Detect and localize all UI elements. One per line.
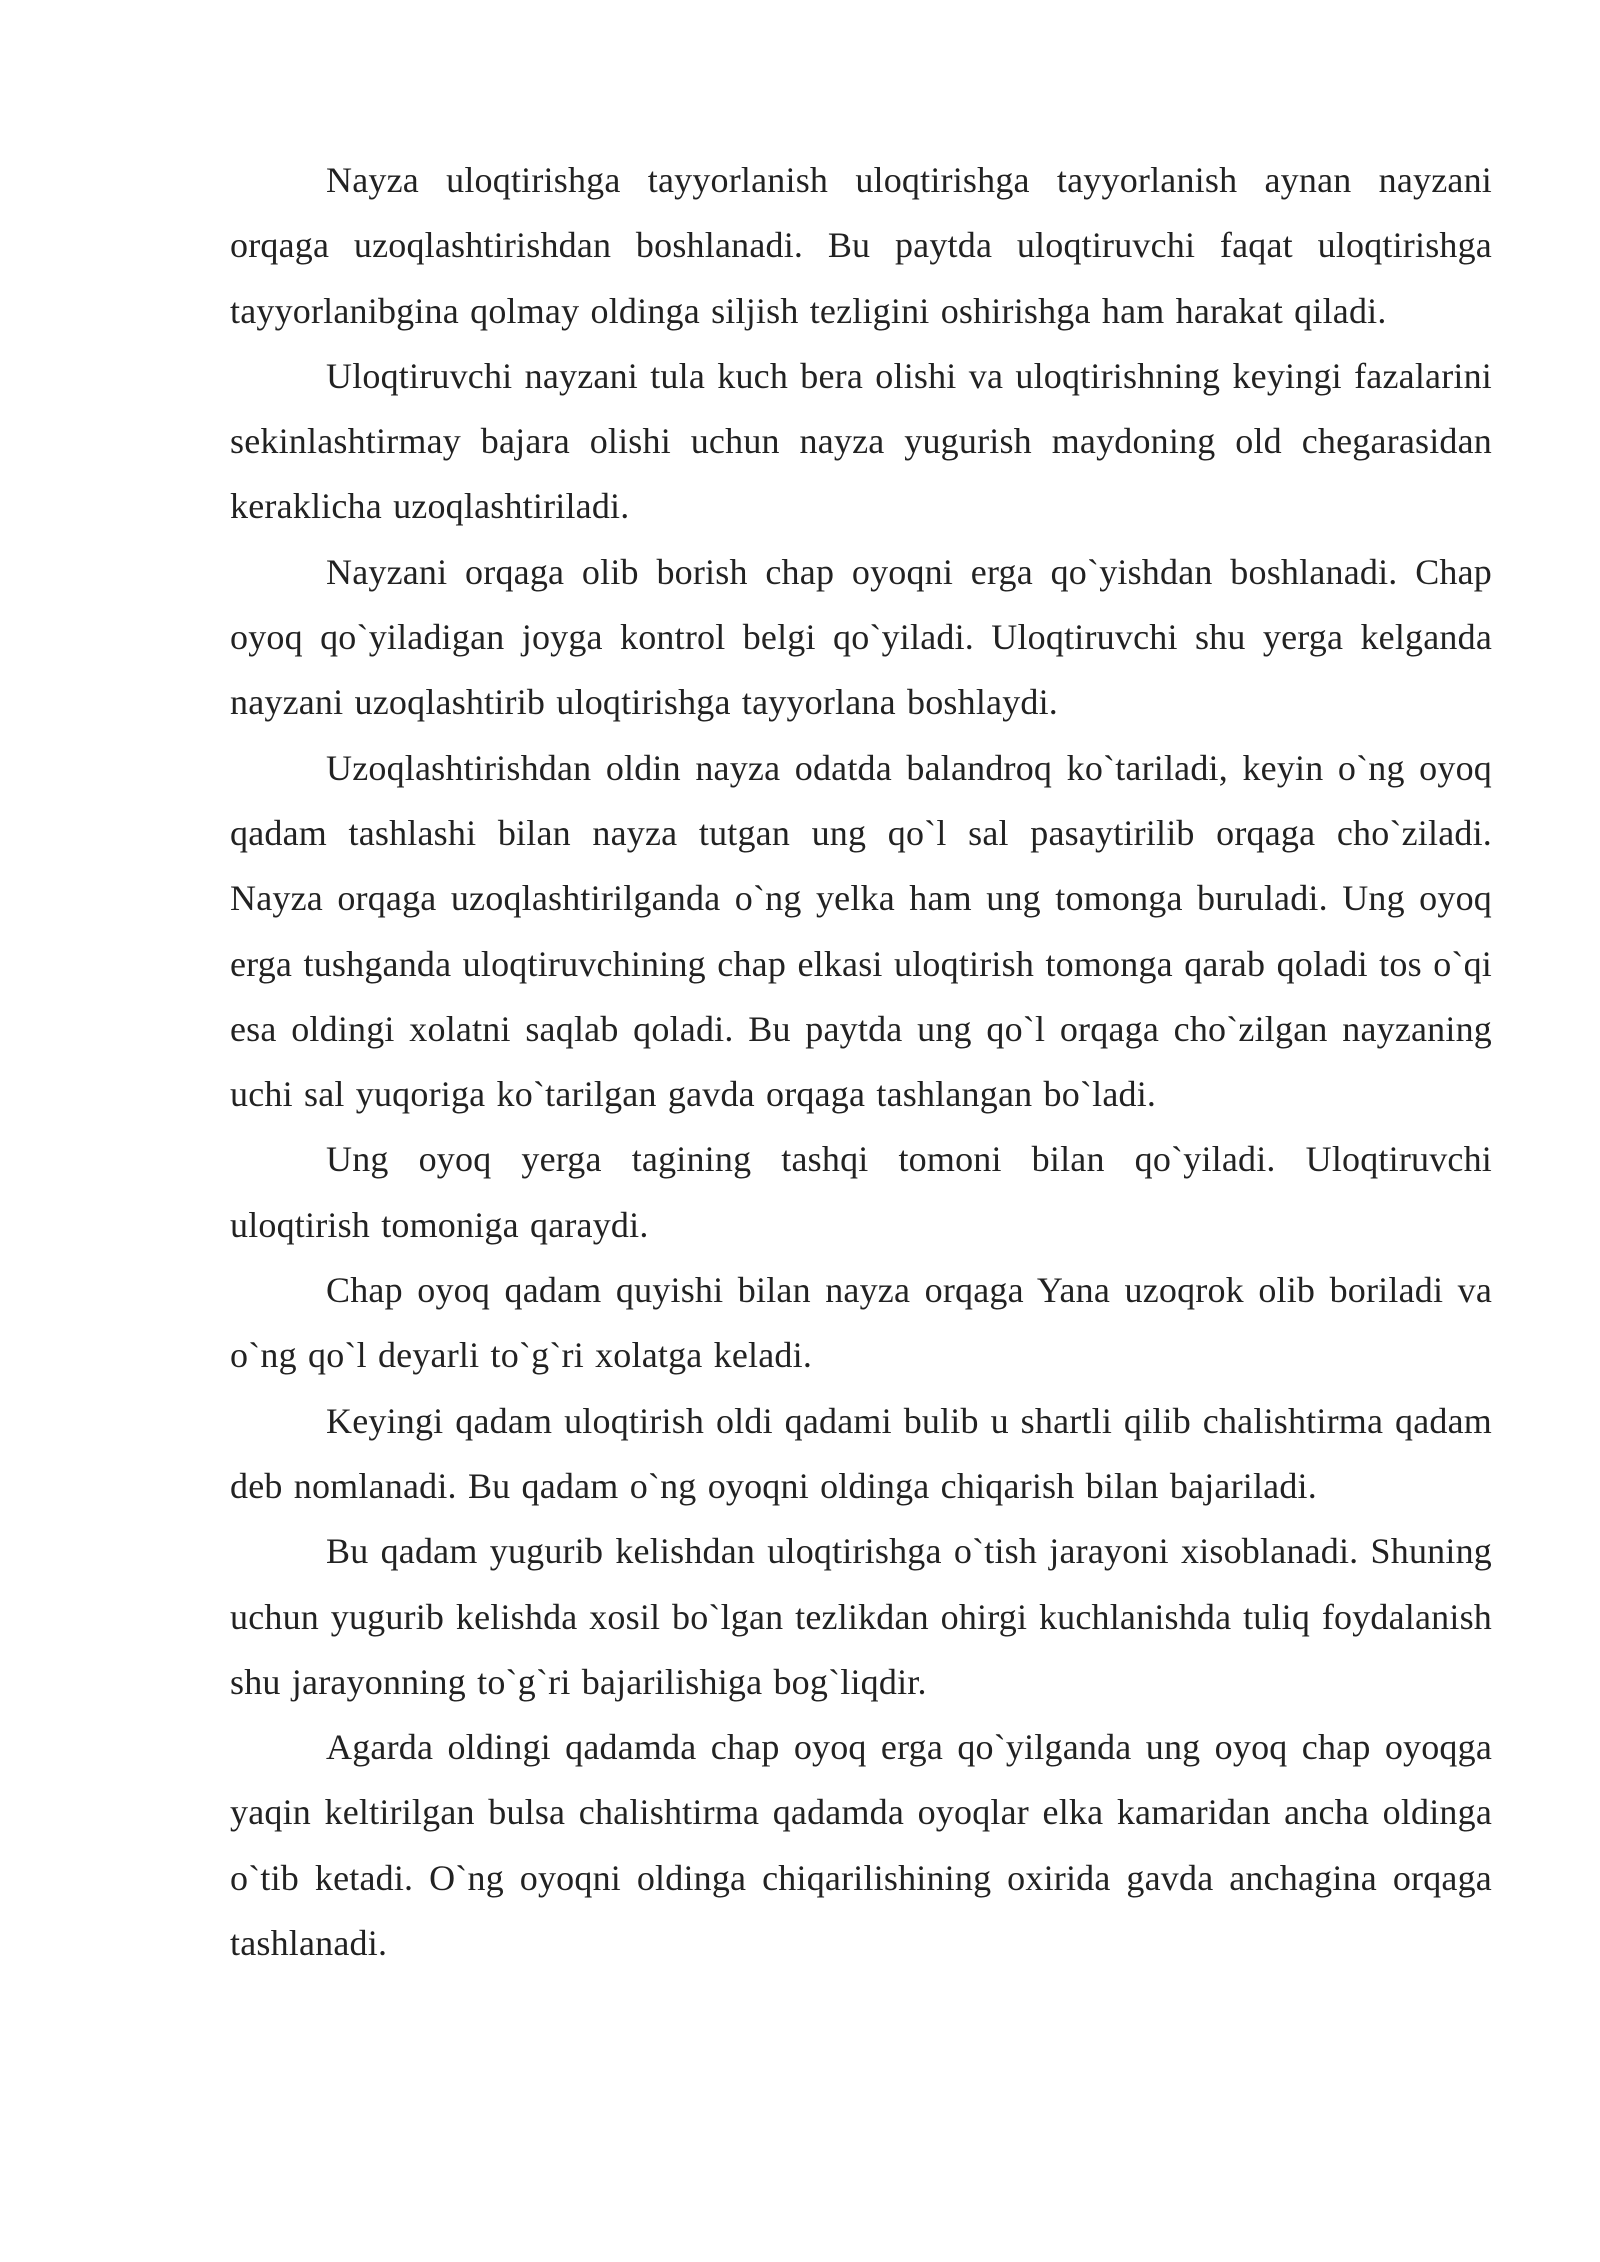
paragraph-6: Chap oyoq qadam quyishi bilan nayza orqaga Yana uzoqrok olib boriladi va o`ng qo`l deyarli to`g`ri xolatga keladi.	[230, 1270, 1492, 1376]
paragraph-2: Uloqtiruvchi nayzani tula kuch bera olishi va uloqtirishning keyingi fazalarini sekinlashtirmay bajara olishi uchun nayza yugurish maydoning old chegarasidan keraklicha uzoqlashtiriladi.	[230, 355, 1492, 527]
paragraph-3: Nayzani orqaga olib borish chap oyoqni erga qo`yishdan boshlanadi. Chap oyoq qo`yiladigan joyga kontrol belgi qo`yiladi. Uloqtiruvchi shu yerga kelganda nayzani uzoqlashtirib uloqtirishga tayyorlana boshlaydi.	[230, 551, 1492, 723]
paragraph-1: Nayza uloqtirishga tayyorlanish uloqtirishga tayyorlanish aynan nayzani orqaga uzoqlashtirishdan boshlanadi. Bu paytda uloqtiruvchi faqat uloqtirishga tayyorlanibgina qolmay oldinga siljish tezligini oshirishga ham harakat qiladi.	[230, 160, 1492, 331]
paragraph-8: Bu qadam yugurib kelishdan uloqtirishga o`tish jarayoni xisoblanadi. Shuning uchun yugurib kelishda xosil bo`lgan tezlikdan ohirgi kuchlanishda tuliq foydalanish shu jarayonning to`g`ri bajarilishiga bog`liqdir.	[230, 1531, 1492, 1702]
paragraph-9: Agarda oldingi qadamda chap oyoq erga qo`yilganda ung oyoq chap oyoqga yaqin keltirilgan bulsa chalishtirma qadamda oyoqlar elka kamaridan ancha oldinga o`tib ketadi. O`ng oyoqni oldinga chiqarilishining oxirida gavda anchagina orqaga tashlanadi.	[230, 1727, 1492, 1964]
paragraph-7: Keyingi qadam uloqtirish oldi qadami bulib u shartli qilib chalishtirma qadam deb nomlanadi. Bu qadam o`ng oyoqni oldinga chiqarish bilan bajariladi.	[230, 1400, 1492, 1506]
paragraph-5: Ung oyoq yerga tagining tashqi tomoni bilan qo`yiladi. Uloqtiruvchi uloqtirish tomoniga qaraydi.	[230, 1139, 1492, 1245]
document-page	[230, 148, 1492, 1976]
paragraph-4: Uzoqlashtirishdan oldin nayza odatda balandroq ko`tariladi, keyin o`ng oyoq qadam tashlashi bilan nayza tutgan ung qo`l sal pasaytirilib orqaga cho`ziladi. Nayza orqaga uzoqlashtirilganda o`ng yelka ham ung tomonga buruladi. Ung oyoq erga tushganda uloqtiruvchining chap elkasi uloqtirish tomonga qarab qoladi tos o`qi esa oldingi xolatni saqlab qoladi. Bu paytda ung qo`l orqaga cho`zilgan nayzaning uchi sal yuqoriga ko`tarilgan gavda orqaga tashlangan bo`ladi.	[230, 747, 1492, 1115]
